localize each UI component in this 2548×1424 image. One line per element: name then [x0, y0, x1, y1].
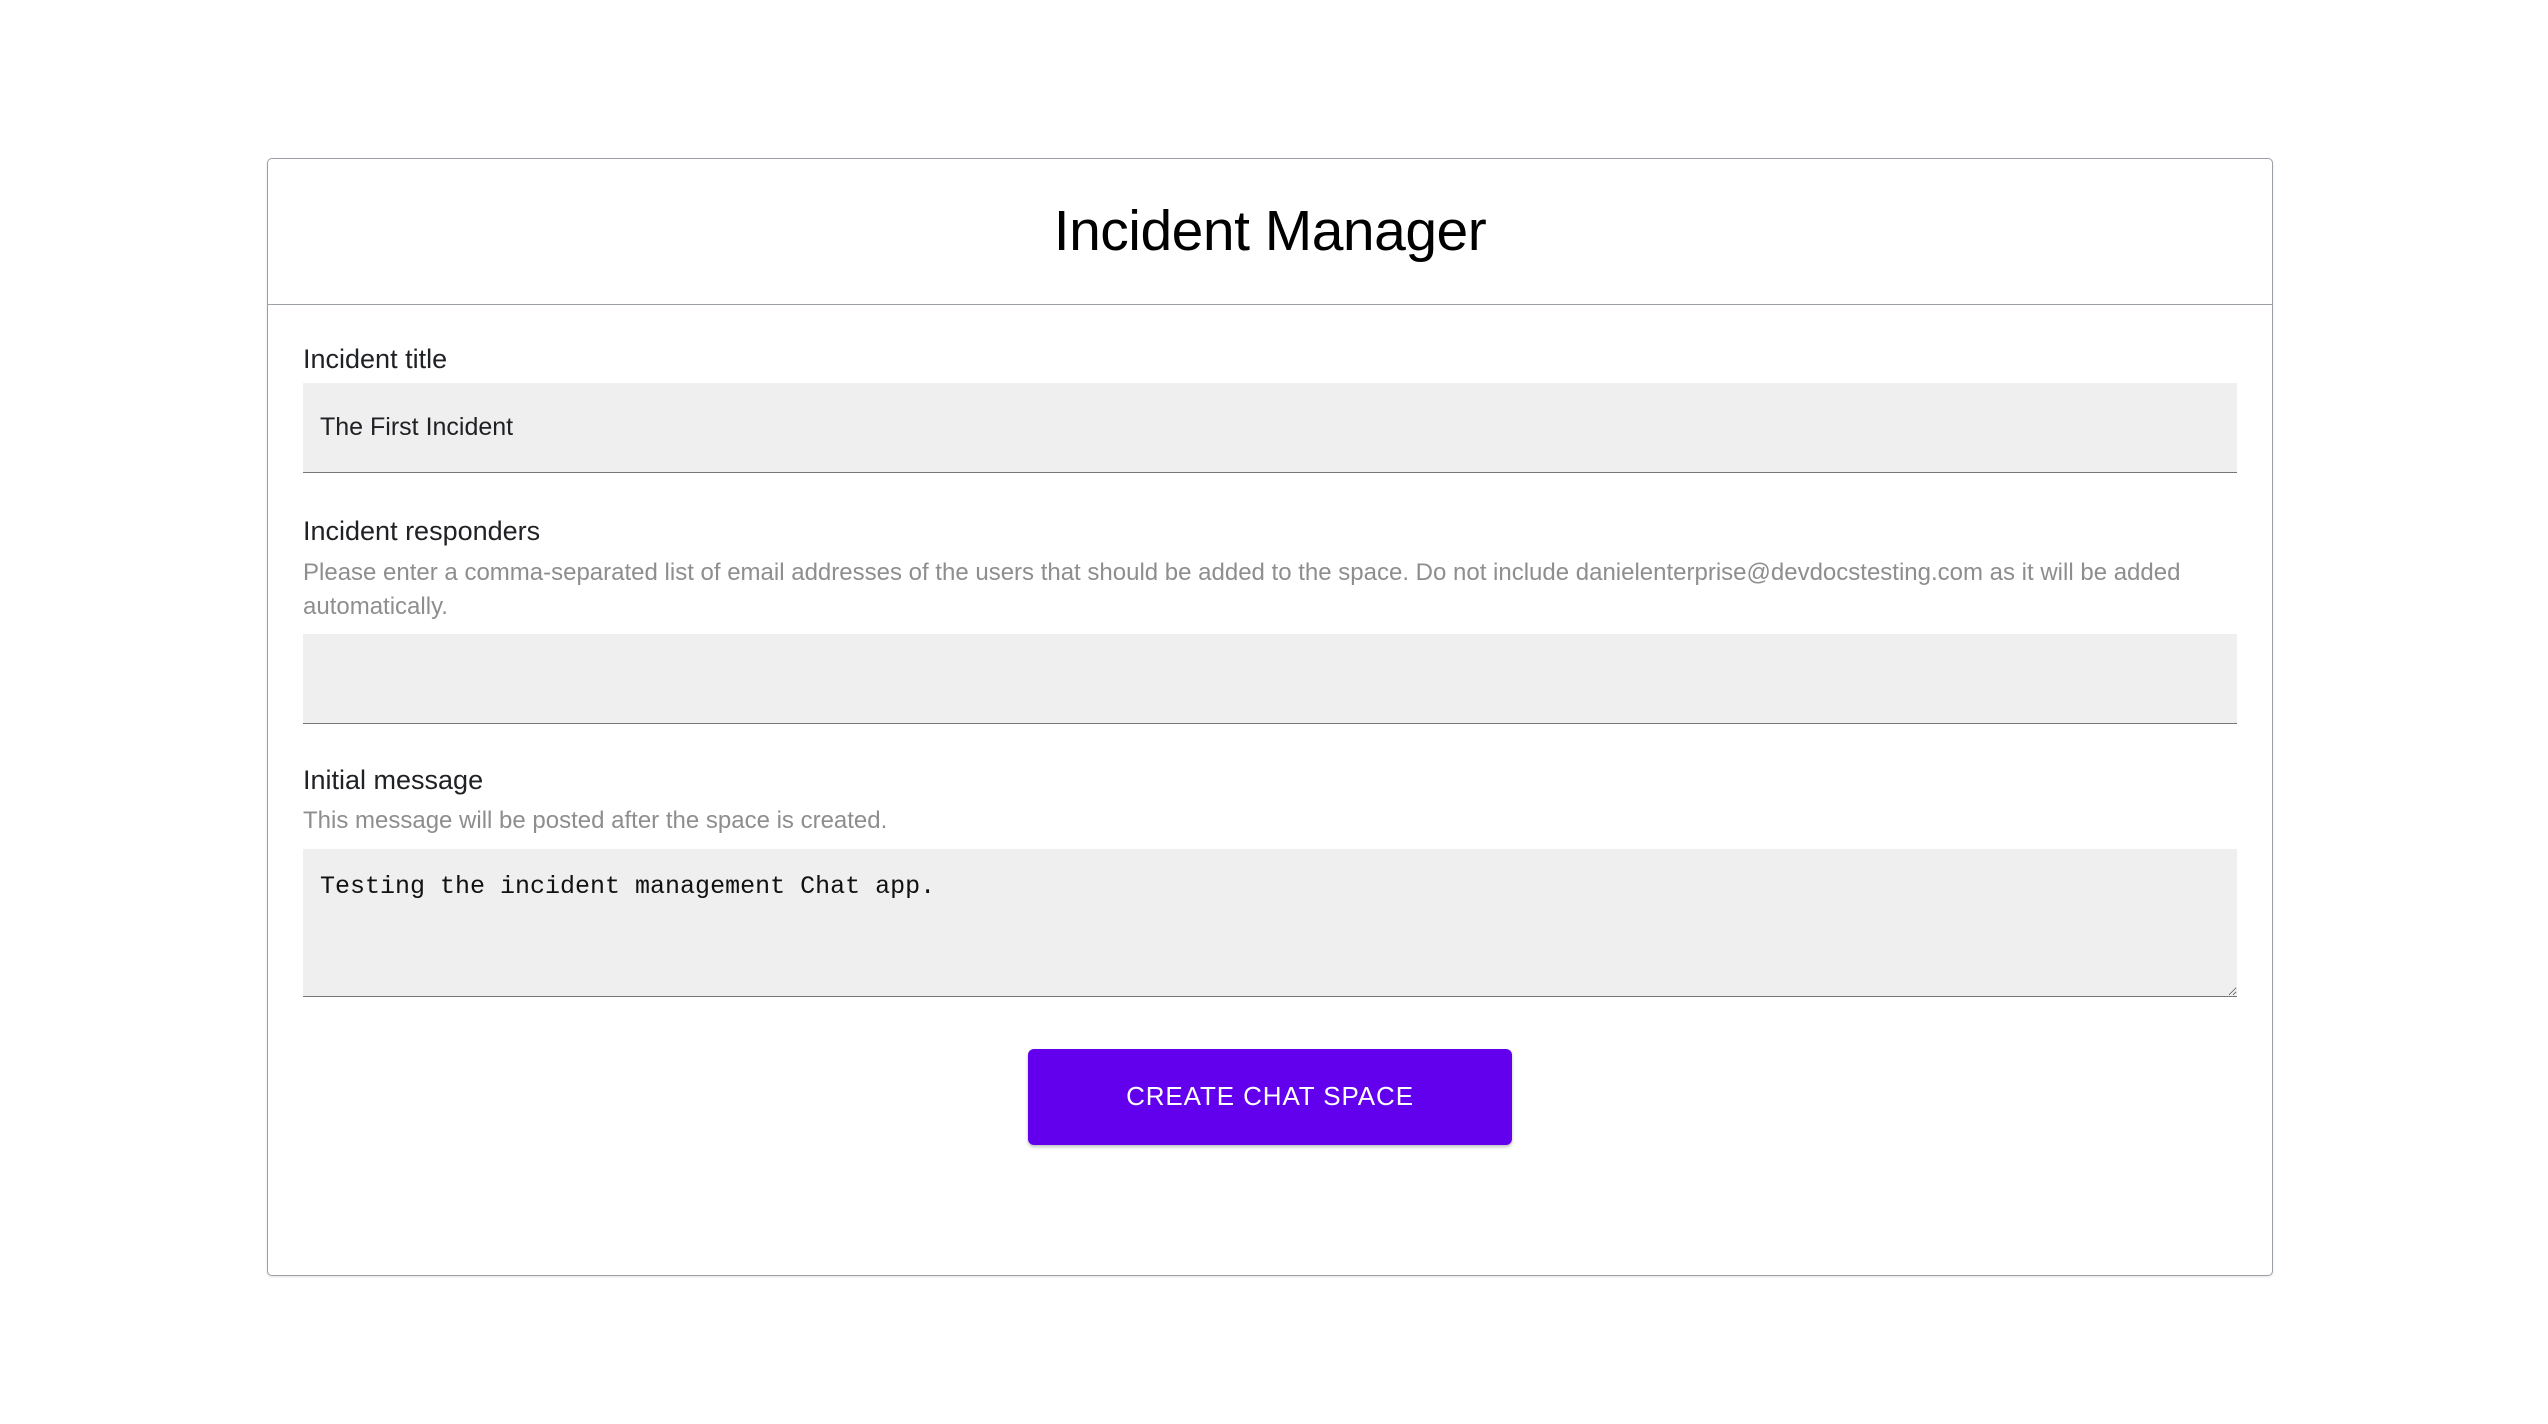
- card-body: [268, 305, 2272, 1145]
- card-header: [268, 159, 2272, 305]
- page-title: Incident Manager: [1053, 199, 1487, 264]
- incident-responders-label: Incident responders: [303, 516, 541, 547]
- incident-manager-card: [267, 158, 2273, 1276]
- spacer: [303, 473, 2237, 513]
- incident-responders-input[interactable]: [303, 634, 2237, 724]
- initial-message-label: Initial message: [303, 765, 484, 796]
- incident-title-input[interactable]: [303, 383, 2237, 473]
- incident-title-field: [303, 341, 2237, 473]
- incident-responders-help: Please enter a comma-separated list of email addresses of the users that should be added to the space. Do not include danielenterprise@devdocstesting.com as it will be added automatically.: [303, 558, 2181, 620]
- form-actions: [303, 1049, 2237, 1145]
- incident-title-label: Incident title: [303, 344, 448, 374]
- initial-message-help: This message will be posted after the space is created.: [303, 807, 888, 835]
- incident-responders-field: [303, 513, 2237, 724]
- initial-message-textarea[interactable]: [303, 849, 2237, 997]
- spacer: [303, 724, 2237, 762]
- initial-message-field: [303, 762, 2237, 997]
- create-chat-space-button[interactable]: CREATE CHAT SPACE: [1028, 1049, 1512, 1145]
